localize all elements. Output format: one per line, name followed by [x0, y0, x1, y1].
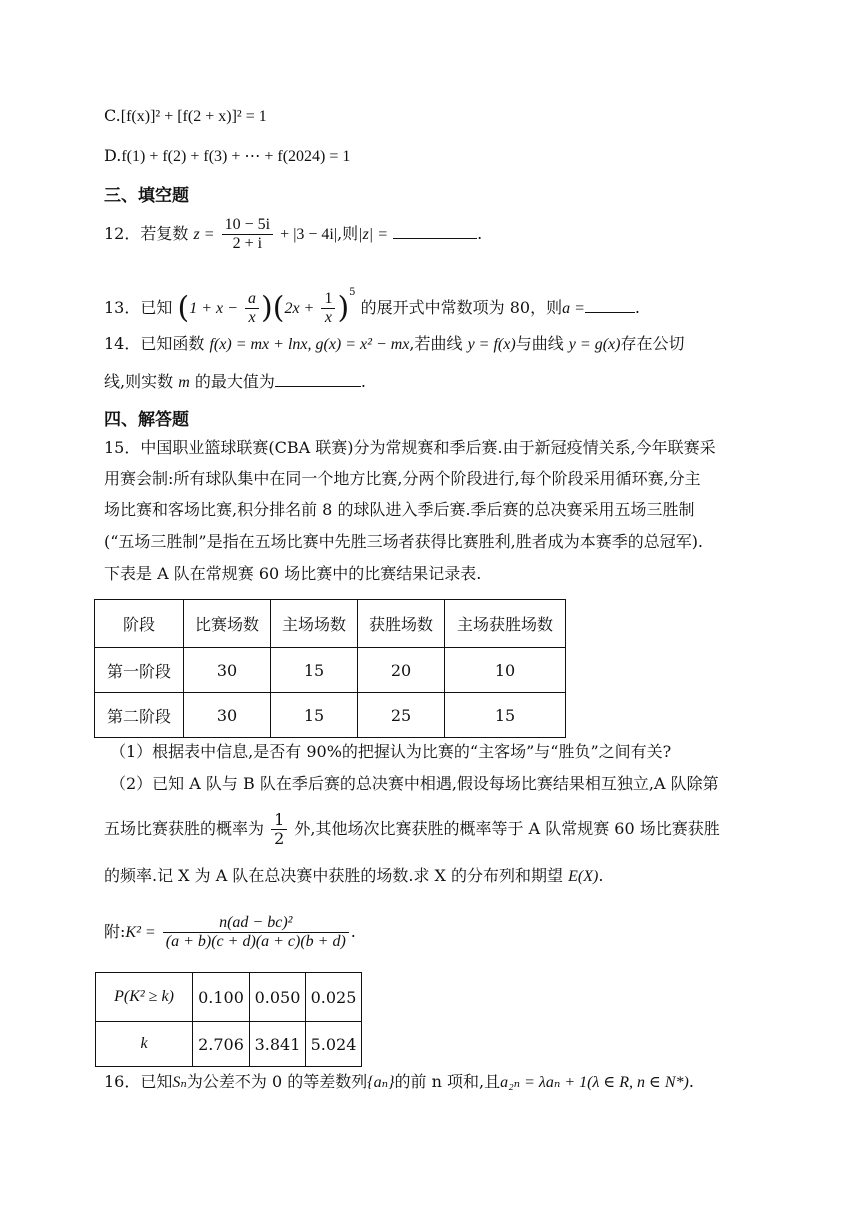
table-cell: 15	[271, 648, 358, 693]
question-14-line-1	[104, 332, 684, 357]
table-cell: 25	[358, 693, 445, 738]
q16-end: .	[688, 1072, 694, 1091]
q12-fraction	[222, 216, 273, 253]
q15-part-2-line-2	[104, 804, 720, 854]
q15-line-4: (“五场三胜制”是指在五场比赛中先胜三场者获得比赛胜利,胜者成为本赛季的总冠军).	[104, 532, 704, 551]
q16-text-c: 的前 n 项和,且	[394, 1072, 501, 1091]
table-row	[95, 648, 566, 693]
option-d-expression: f(1) + f(2) + f(3) + ⋯ + f(2024) = 1	[121, 148, 351, 165]
q15-part-1: （1）根据表中信息,是否有 90%的把握认为比赛的“主客场”与“胜负”之间有关?	[110, 742, 672, 761]
table-cell: 第一阶段	[95, 648, 184, 693]
q16-an: {aₙ}	[367, 1074, 395, 1091]
q13-answer-blank[interactable]	[585, 296, 635, 313]
q13-paren-close-1: )	[261, 290, 273, 326]
q13-end: .	[634, 298, 640, 317]
table-header-cell: 比赛场数	[184, 600, 271, 648]
q16-sn: Sₙ	[172, 1074, 187, 1091]
q14-text-a: 已知函数	[140, 334, 205, 353]
q15-k2: K² =	[125, 924, 156, 941]
table-header-row	[95, 600, 566, 648]
table-cell: 30	[184, 648, 271, 693]
q14-number: 14．	[104, 334, 141, 353]
question-14-line-2	[104, 370, 366, 395]
q14-m: m	[178, 374, 190, 391]
question-16	[104, 1070, 694, 1095]
table-header-cell: 阶段	[95, 600, 184, 648]
question-12	[104, 212, 482, 256]
table-cell: 0.025	[306, 973, 362, 1022]
q13-text-pre: 已知	[140, 298, 173, 317]
table-row-head: P(K² ≥ k)	[96, 973, 193, 1022]
q15-appendix-formula	[104, 904, 356, 960]
q15-p2-text-b: 外,其他场次比赛获胜的概率等于 A 队常规赛 60 场比赛获胜	[294, 819, 720, 838]
q15-part-2-line-3	[104, 864, 603, 889]
q14-curve-g: y = g(x)	[568, 336, 621, 353]
section-fill-in-title: 三、填空题	[104, 186, 189, 206]
q13-frac-a-num: a	[245, 290, 259, 309]
q15-part-2-line-1: （2）已知 A 队与 B 队在季后赛的总决赛中相遇,假设每场比赛结果相互独立,A 队除第	[110, 774, 719, 793]
q15-results-table	[94, 599, 566, 738]
q12-frac-den: 2 + i	[232, 235, 263, 252]
table-row	[95, 693, 566, 738]
option-c	[104, 104, 267, 129]
table-cell: 3.841	[250, 1022, 306, 1067]
q12-abs: + |3 − 4i|	[280, 226, 338, 243]
q13-frac-a	[245, 290, 259, 327]
q16-text-a: 16．已知	[104, 1072, 173, 1091]
table-cell: 0.050	[250, 973, 306, 1022]
table-header-cell: 主场场数	[271, 600, 358, 648]
q15-half-num: 1	[271, 811, 287, 830]
q15-k2-den: (a + b)(c + d)(a + c)(b + d)	[165, 933, 346, 950]
q13-paren-open-1: (	[177, 290, 190, 326]
q12-text: 若复数	[140, 224, 189, 243]
table-row	[96, 973, 362, 1022]
q13-part1: 1 + x −	[189, 300, 238, 317]
q13-number: 13．	[104, 298, 141, 317]
q12-then: ,则	[337, 224, 359, 243]
q14-answer-blank[interactable]	[275, 370, 361, 387]
q13-frac-one	[321, 290, 335, 327]
q12-answer-blank[interactable]	[393, 222, 477, 239]
q13-frac-one-den: x	[324, 309, 332, 326]
q13-part2: 2x +	[284, 300, 315, 317]
q15-line-1: 15．中国职业篮球联赛(CBA 联赛)分为常规赛和季后赛.由于新冠疫情关系,今年联赛采	[104, 438, 716, 457]
q15-k2-fraction	[163, 914, 349, 951]
q13-frac-one-num: 1	[321, 290, 335, 309]
q15-half-fraction	[271, 811, 287, 848]
q13-text-mid: 的展开式中常数项为 80，则	[360, 298, 563, 317]
table-row	[96, 1022, 362, 1067]
q14-curve-f: y = f(x)	[467, 336, 516, 353]
table-cell: 2.706	[193, 1022, 250, 1067]
q12-end: .	[477, 224, 483, 243]
q14-text-b: ,若曲线	[409, 334, 463, 353]
q13-frac-a-den: x	[248, 309, 256, 326]
q15-line-3: 场比赛和客场比赛,积分排名前 8 的球队进入季后赛.季后赛的总决赛采用五场三胜制	[104, 500, 695, 519]
q12-number: 12．	[104, 224, 141, 243]
q15-k2-end: .	[350, 922, 356, 941]
q12-absz: |z| =	[358, 226, 388, 243]
question-13	[104, 268, 640, 326]
q14-text-c: 与曲线	[515, 334, 564, 353]
q15-critical-value-table	[95, 972, 362, 1067]
table-row-head: k	[96, 1022, 193, 1067]
table-cell: 5.024	[306, 1022, 362, 1067]
q13-exponent: 5	[349, 287, 356, 298]
q15-line-5: 下表是 A 队在常规赛 60 场比赛中的比赛结果记录表.	[104, 564, 482, 583]
q15-k2-num: n(ad − bc)²	[163, 914, 349, 933]
q14-text-d: 存在公切	[620, 334, 685, 353]
table-cell: 10	[445, 648, 566, 693]
q15-p2-text-a: 五场比赛获胜的概率为	[104, 819, 265, 838]
q13-a-eq: a =	[562, 300, 585, 317]
q15-appendix-label: 附:	[104, 922, 126, 941]
q16-text-b: 为公差不为 0 的等差数列	[186, 1072, 368, 1091]
q14-end: .	[360, 372, 366, 391]
table-header-cell: 获胜场数	[358, 600, 445, 648]
option-d-label: D.	[104, 146, 122, 165]
q14-functions: f(x) = mx + lnx, g(x) = x² − mx	[209, 336, 410, 353]
section-solutions-title: 四、解答题	[104, 410, 189, 430]
q15-expectation: E(X)	[568, 868, 599, 885]
q15-p2-end: .	[598, 866, 604, 885]
table-header-cell: 主场获胜场数	[445, 600, 566, 648]
table-cell: 第二阶段	[95, 693, 184, 738]
q16-relation: a₂ₙ = λaₙ + 1(λ ∈ R, n ∈ N*)	[500, 1074, 689, 1091]
q14-text-f: 的最大值为	[194, 372, 275, 391]
table-cell: 15	[445, 693, 566, 738]
option-c-expression: [f(x)]² + [f(2 + x)]² = 1	[120, 108, 267, 125]
q15-half-den: 2	[274, 829, 285, 848]
q15-p2-text-c: 的频率.记 X 为 A 队在总决赛中获胜的场数.求 X 的分布列和期望	[104, 866, 564, 885]
q13-paren-open-2: (	[272, 290, 285, 326]
q15-line-2: 用赛会制:所有球队集中在同一个地方比赛,分两个阶段进行,每个阶段采用循环赛,分主	[104, 469, 701, 488]
table-cell: 30	[184, 693, 271, 738]
q12-frac-num: 10 − 5i	[222, 216, 273, 235]
q13-paren-close-2: )	[337, 290, 350, 326]
q12-z-eq: z =	[193, 226, 215, 243]
q14-text-e: 线,则实数	[104, 372, 174, 391]
table-cell: 15	[271, 693, 358, 738]
option-d	[104, 144, 350, 169]
option-c-label: C.	[104, 106, 121, 125]
table-cell: 20	[358, 648, 445, 693]
table-cell: 0.100	[193, 973, 250, 1022]
